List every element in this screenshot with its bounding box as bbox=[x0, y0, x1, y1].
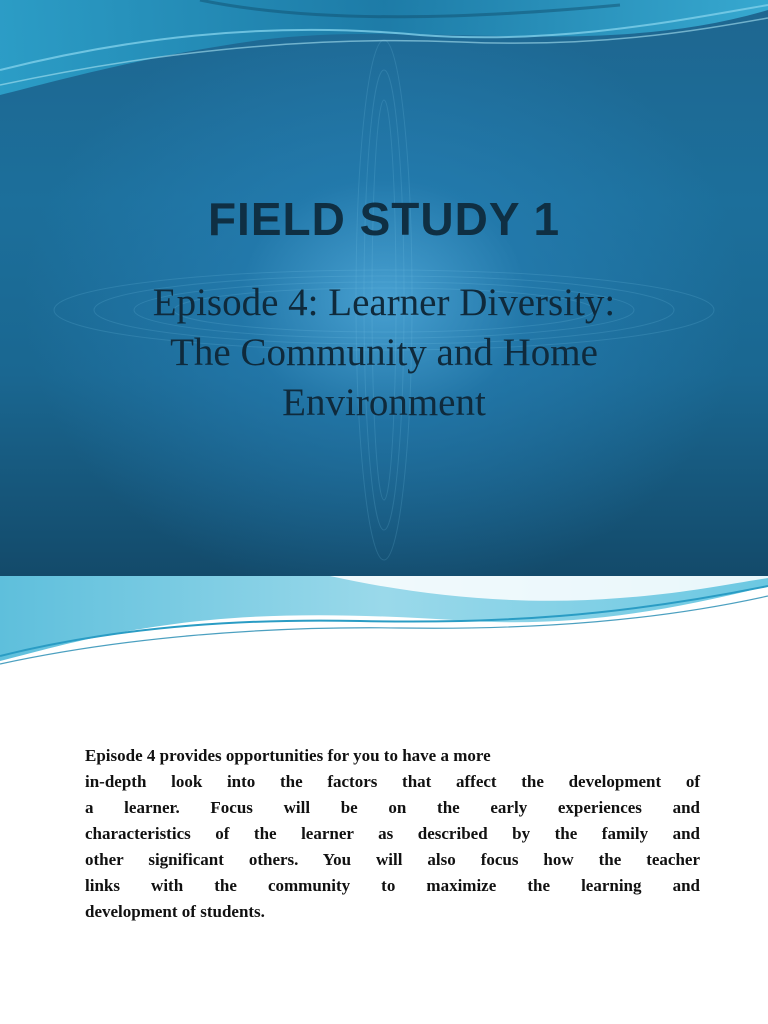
paragraph-line: links with the community to maximize the learning and bbox=[85, 876, 700, 895]
paragraph-line: other significant others. You will also focus how the teacher bbox=[85, 850, 700, 869]
content-slide bbox=[0, 576, 768, 1024]
paragraph bbox=[85, 743, 700, 925]
slide-title: FIELD STUDY 1 bbox=[207, 193, 561, 245]
subtitle-line: Environment bbox=[282, 381, 486, 424]
subtitle-line: The Community and Home bbox=[170, 331, 598, 374]
wave-decoration bbox=[0, 576, 768, 696]
paragraph-line: characteristics of the learner as described by the family and bbox=[85, 824, 700, 843]
paragraph-line: in-depth look into the factors that affect the development of bbox=[85, 772, 700, 791]
paragraph-line: a learner. Focus will be on the early experiences and bbox=[85, 798, 700, 817]
paragraph-line: development of students. bbox=[85, 902, 265, 921]
slide-subtitle bbox=[40, 278, 728, 428]
paragraph-line: Episode 4 provides opportunities for you to have a more bbox=[85, 746, 491, 765]
subtitle-line: Episode 4: Learner Diversity: bbox=[152, 281, 616, 324]
